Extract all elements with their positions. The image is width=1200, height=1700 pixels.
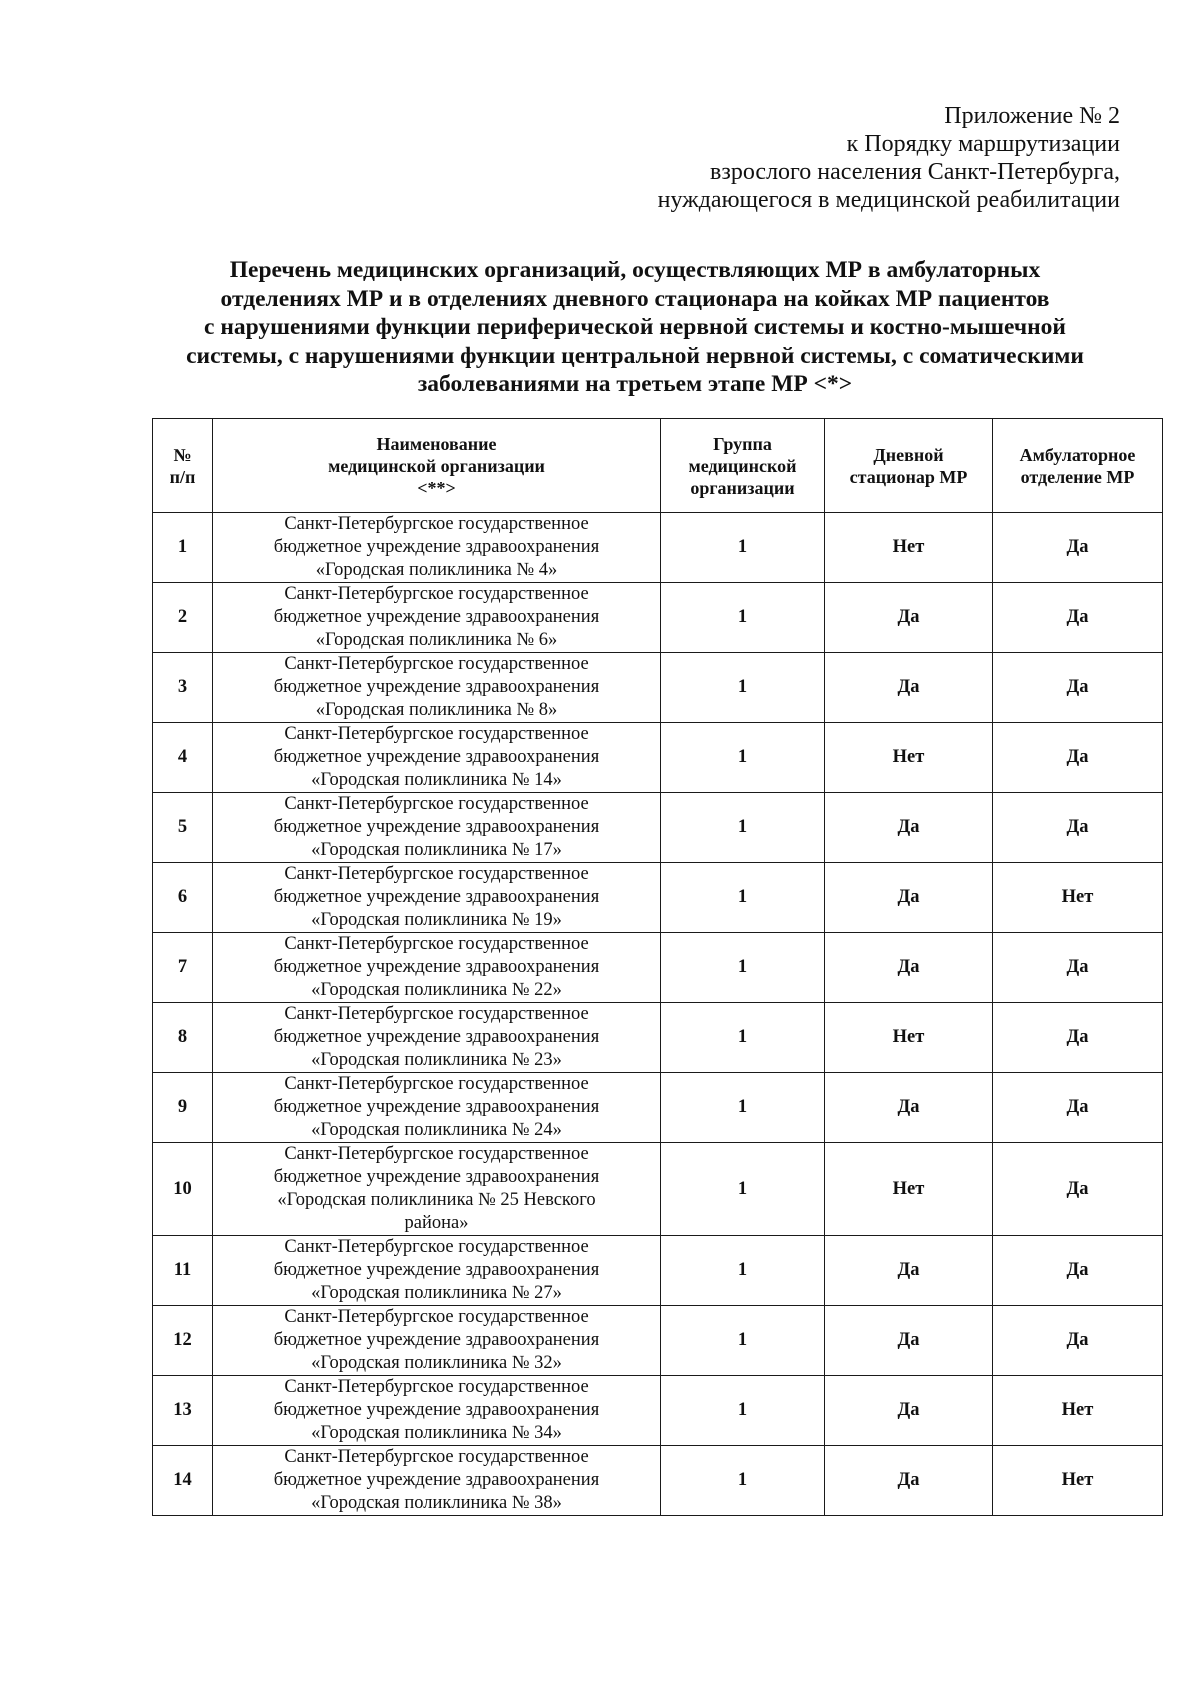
organization-name-line: бюджетное учреждение здравоохранения <box>273 537 600 557</box>
organization-group: 1 <box>661 1003 825 1073</box>
header-group-line: Группа <box>713 433 772 454</box>
organization-name-line: бюджетное учреждение здравоохранения <box>273 887 600 907</box>
organization-name-line: Санкт-Петербургское государственное <box>284 1004 589 1024</box>
outpatient-flag: Да <box>993 933 1163 1003</box>
organization-name-line: «Городская поликлиника № 38» <box>311 1493 562 1513</box>
organization-name <box>213 1073 661 1143</box>
organization-name-line: бюджетное учреждение здравоохранения <box>273 1027 600 1047</box>
table-row <box>153 863 1163 933</box>
organization-name-line: бюджетное учреждение здравоохранения <box>273 1470 600 1490</box>
title-line: заболеваниями на третьем этапе МР <*> <box>417 371 853 397</box>
title-line: Перечень медицинских организаций, осуществляющих МР в амбулаторных <box>229 257 1041 283</box>
day-hospital-flag: Нет <box>825 1003 993 1073</box>
row-number: 12 <box>153 1306 213 1376</box>
outpatient-flag: Нет <box>993 1376 1163 1446</box>
outpatient-flag: Да <box>993 513 1163 583</box>
appendix-reference <box>658 102 1120 214</box>
organization-name <box>213 583 661 653</box>
table-row <box>153 933 1163 1003</box>
organization-group: 1 <box>661 933 825 1003</box>
day-hospital-flag: Нет <box>825 723 993 793</box>
organization-group: 1 <box>661 653 825 723</box>
organization-group: 1 <box>661 513 825 583</box>
organization-name-line: «Городская поликлиника № 32» <box>311 1353 562 1373</box>
row-number: 8 <box>153 1003 213 1073</box>
organization-name-line: бюджетное учреждение здравоохранения <box>273 957 600 977</box>
organization-name-line: «Городская поликлиника № 4» <box>315 560 558 580</box>
organizations-table <box>152 418 1163 1516</box>
organization-name-line: «Городская поликлиника № 22» <box>311 980 562 1000</box>
organization-name <box>213 513 661 583</box>
header-number <box>153 419 213 513</box>
organization-name-line: Санкт-Петербургское государственное <box>284 1074 589 1094</box>
table-body <box>153 513 1163 1516</box>
organization-name-line: района» <box>404 1213 469 1233</box>
organization-name-line: Санкт-Петербургское государственное <box>284 794 589 814</box>
outpatient-flag: Да <box>993 583 1163 653</box>
day-hospital-flag: Да <box>825 863 993 933</box>
outpatient-flag: Да <box>993 1073 1163 1143</box>
organization-name-line: Санкт-Петербургское государственное <box>284 934 589 954</box>
organization-name-line: бюджетное учреждение здравоохранения <box>273 607 600 627</box>
header-group-line: организации <box>690 477 795 498</box>
header-day-hospital-line: стационар МР <box>849 466 968 487</box>
day-hospital-flag: Нет <box>825 1143 993 1236</box>
table-row <box>153 1306 1163 1376</box>
header-group <box>661 419 825 513</box>
day-hospital-flag: Да <box>825 653 993 723</box>
row-number: 13 <box>153 1376 213 1446</box>
header-outpatient <box>993 419 1163 513</box>
organization-name <box>213 863 661 933</box>
outpatient-flag: Да <box>993 1143 1163 1236</box>
organization-name <box>213 1446 661 1516</box>
organization-name-line: Санкт-Петербургское государственное <box>284 1377 589 1397</box>
row-number: 5 <box>153 793 213 863</box>
organization-name-line: Санкт-Петербургское государственное <box>284 584 589 604</box>
row-number: 9 <box>153 1073 213 1143</box>
organization-name-line: Санкт-Петербургское государственное <box>284 1144 589 1164</box>
organization-group: 1 <box>661 723 825 793</box>
table-header-row <box>153 419 1163 513</box>
organization-name-line: бюджетное учреждение здравоохранения <box>273 1330 600 1350</box>
organization-name-line: Санкт-Петербургское государственное <box>284 864 589 884</box>
appendix-line: взрослого населения Санкт-Петербурга, <box>710 159 1120 185</box>
header-group-line: медицинской <box>688 455 797 476</box>
organization-name-line: «Городская поликлиника № 23» <box>311 1050 562 1070</box>
organization-group: 1 <box>661 1306 825 1376</box>
organization-group: 1 <box>661 1376 825 1446</box>
table-row <box>153 1446 1163 1516</box>
row-number: 14 <box>153 1446 213 1516</box>
organization-name-line: «Городская поликлиника № 14» <box>311 770 562 790</box>
organization-group: 1 <box>661 793 825 863</box>
organization-group: 1 <box>661 863 825 933</box>
organization-name-line: «Городская поликлиника № 8» <box>315 700 558 720</box>
organization-name-line: Санкт-Петербургское государственное <box>284 654 589 674</box>
row-number: 11 <box>153 1236 213 1306</box>
organization-name <box>213 933 661 1003</box>
table-row <box>153 1236 1163 1306</box>
organization-name-line: бюджетное учреждение здравоохранения <box>273 677 600 697</box>
title-line: системы, с нарушениями функции центральной нервной системы, с соматическими <box>186 342 1084 369</box>
day-hospital-flag: Да <box>825 1306 993 1376</box>
day-hospital-flag: Да <box>825 1446 993 1516</box>
organization-group: 1 <box>661 1446 825 1516</box>
organization-name <box>213 653 661 723</box>
table-row <box>153 1073 1163 1143</box>
table-row <box>153 1376 1163 1446</box>
day-hospital-flag: Да <box>825 1236 993 1306</box>
organization-name <box>213 723 661 793</box>
day-hospital-flag: Да <box>825 793 993 863</box>
outpatient-flag: Нет <box>993 1446 1163 1516</box>
organization-name-line: бюджетное учреждение здравоохранения <box>273 1097 600 1117</box>
organization-name <box>213 793 661 863</box>
organization-name-line: бюджетное учреждение здравоохранения <box>273 1167 600 1187</box>
row-number: 1 <box>153 513 213 583</box>
outpatient-flag: Да <box>993 723 1163 793</box>
header-outpatient-line: Амбулаторное <box>1019 444 1136 465</box>
outpatient-flag: Да <box>993 1306 1163 1376</box>
organization-name-line: «Городская поликлиника № 17» <box>311 840 562 860</box>
outpatient-flag: Да <box>993 793 1163 863</box>
organization-name-line: «Городская поликлиника № 24» <box>311 1120 562 1140</box>
header-number-line: № <box>173 444 192 465</box>
header-day-hospital <box>825 419 993 513</box>
title-line: отделениях МР и в отделениях дневного стационара на койках МР пациентов <box>220 285 1050 312</box>
organization-name <box>213 1376 661 1446</box>
row-number: 3 <box>153 653 213 723</box>
organization-group: 1 <box>661 1236 825 1306</box>
organization-name <box>213 1143 661 1236</box>
organization-name-line: Санкт-Петербургское государственное <box>284 1447 589 1467</box>
organization-name-line: Санкт-Петербургское государственное <box>284 514 589 534</box>
organization-name-line: бюджетное учреждение здравоохранения <box>273 1260 600 1280</box>
header-number-line: п/п <box>169 466 196 487</box>
organization-name-line: бюджетное учреждение здравоохранения <box>273 747 600 767</box>
organization-name-line: «Городская поликлиника № 25 Невского <box>277 1190 596 1210</box>
organization-name <box>213 1003 661 1073</box>
row-number: 7 <box>153 933 213 1003</box>
outpatient-flag: Да <box>993 653 1163 723</box>
organization-name-line: «Городская поликлиника № 27» <box>311 1283 562 1303</box>
organization-name-line: «Городская поликлиника № 19» <box>311 910 562 930</box>
organization-group: 1 <box>661 1073 825 1143</box>
outpatient-flag: Нет <box>993 863 1163 933</box>
table-row <box>153 513 1163 583</box>
organization-name-line: «Городская поликлиника № 6» <box>315 630 558 650</box>
header-organization <box>213 419 661 513</box>
organization-name <box>213 1236 661 1306</box>
organization-group: 1 <box>661 583 825 653</box>
organization-name-line: Санкт-Петербургское государственное <box>284 1307 589 1327</box>
appendix-line: Приложение № 2 <box>944 103 1120 129</box>
table-row <box>153 653 1163 723</box>
header-day-hospital-line: Дневной <box>873 444 944 465</box>
outpatient-flag: Да <box>993 1236 1163 1306</box>
table-row <box>153 723 1163 793</box>
row-number: 4 <box>153 723 213 793</box>
day-hospital-flag: Да <box>825 1376 993 1446</box>
row-number: 10 <box>153 1143 213 1236</box>
header-organization-line: <**> <box>417 477 456 498</box>
organization-name <box>213 1306 661 1376</box>
outpatient-flag: Да <box>993 1003 1163 1073</box>
organization-name-line: бюджетное учреждение здравоохранения <box>273 1400 600 1420</box>
row-number: 2 <box>153 583 213 653</box>
day-hospital-flag: Нет <box>825 513 993 583</box>
day-hospital-flag: Да <box>825 1073 993 1143</box>
organization-name-line: Санкт-Петербургское государственное <box>284 724 589 744</box>
table-row <box>153 583 1163 653</box>
table-row <box>153 793 1163 863</box>
row-number: 6 <box>153 863 213 933</box>
table-row <box>153 1143 1163 1236</box>
header-organization-line: Наименование <box>376 433 497 454</box>
organization-name-line: Санкт-Петербургское государственное <box>284 1237 589 1257</box>
appendix-line: нуждающегося в медицинской реабилитации <box>657 187 1120 213</box>
header-organization-line: медицинской организации <box>328 455 545 476</box>
appendix-line: к Порядку маршрутизации <box>846 131 1120 157</box>
day-hospital-flag: Да <box>825 933 993 1003</box>
organization-name-line: «Городская поликлиника № 34» <box>311 1423 562 1443</box>
title-line: с нарушениями функции периферической нервной системы и костно-мышечной <box>204 314 1066 340</box>
day-hospital-flag: Да <box>825 583 993 653</box>
table-row <box>153 1003 1163 1073</box>
organization-group: 1 <box>661 1143 825 1236</box>
header-outpatient-line: отделение МР <box>1020 466 1135 487</box>
organization-name-line: бюджетное учреждение здравоохранения <box>273 817 600 837</box>
document-title <box>150 256 1120 399</box>
